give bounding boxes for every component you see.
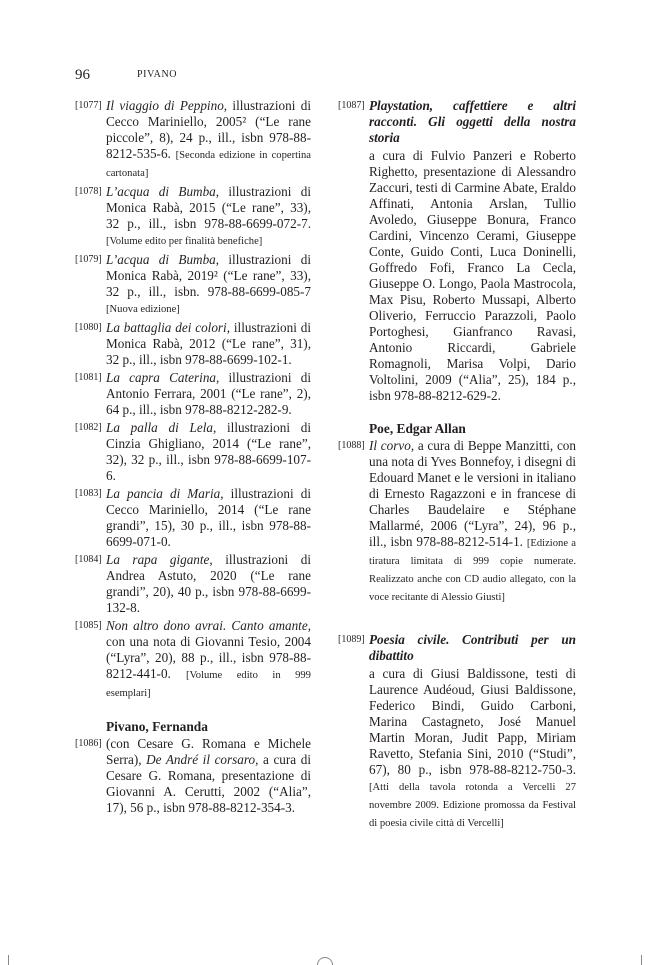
entry-details: , illustrazioni di Monica Rabà, 2015 (“Le rane”, 33), 32 p., ill., isbn 978-88-6699-072-7. bbox=[106, 184, 311, 231]
bibliography-entry bbox=[75, 320, 311, 368]
entry-details: , illustrazioni di Monica Rabà, 2019² (“Le rane”, 33), 32 p., ill., isbn. 978-88-6699-085-7 bbox=[106, 252, 311, 299]
entry-title: Playstation, caffettiere e altri racconti. Gli oggetti della nostra storia bbox=[369, 98, 576, 145]
bibliography-entry bbox=[75, 370, 311, 418]
entry-number: [1077] bbox=[75, 100, 102, 111]
bibliography-entry bbox=[75, 98, 311, 182]
author-heading: Pivano, Fernanda bbox=[106, 719, 208, 734]
entry-number: [1078] bbox=[75, 186, 102, 197]
entry-title: Poesia civile. Contributi per un dibattito bbox=[369, 632, 576, 663]
bibliography-entry bbox=[75, 252, 311, 318]
entry-title: De André il corsaro bbox=[146, 752, 256, 767]
page-header bbox=[75, 66, 178, 84]
entry-details: , illustrazioni di Monica Rabà, 2012 (“Le rane”, 31), 32 p., ill., isbn 978-88-6699-102-1. bbox=[106, 320, 311, 367]
entry-details: a cura di Fulvio Panzeri e Roberto Righetto, presentazione di Alessandro Zaccuri, testi di Carmine Abate, Eraldo Affinati, Antonia Arslan, Tullio Avoledo, Giuseppe Bonura, Franco Cardini, Vincenzo Cerami, Giuseppe Conte, Guido Conti, Luca Doninelli, Goffredo Fofi, Franco La Cecla, Giuseppe O. Longo, Paola Mastrocola, Max Pisu, Roberto Mussapi, Alberto Oliverio, Ferruccio Parazzoli, Paolo Portoghesi, Gianfranco Ravasi, Antonio Riccardi, Gabriele Romagnoli, Marisa Volpi, Dario Voltolini, 2009 (“Alia”, 25), 184 p., isbn 978-88-8212-629-2. bbox=[369, 148, 576, 403]
entry-number: [1086] bbox=[75, 738, 102, 749]
entry-title: L’acqua di Bumba bbox=[106, 252, 216, 267]
registration-mark bbox=[317, 957, 333, 965]
entry-details: , illustrazioni di Andrea Astuto, 2020 (“Le rane grandi”, 20), 40 p., isbn 978-88-6699-132-8. bbox=[106, 552, 311, 615]
author-heading: Poe, Edgar Allan bbox=[369, 421, 466, 436]
entry-number: [1083] bbox=[75, 488, 102, 499]
bibliography-entry bbox=[75, 184, 311, 250]
running-head: PIVANO bbox=[137, 69, 178, 80]
entry-note: [Seconda edizione in copertina cartonata] bbox=[106, 150, 311, 179]
entry-title: L’acqua di Bumba bbox=[106, 184, 216, 199]
bibliography-entry bbox=[75, 486, 311, 550]
entry-number: [1089] bbox=[338, 634, 365, 645]
entry-note: [Volume edito per finalità benefiche] bbox=[106, 236, 263, 247]
entry-number: [1084] bbox=[75, 554, 102, 565]
entry-details: , illustrazioni di Cecco Mariniello, 2005² (“Le rane piccole”, 8), 24 p., ill., isbn 978-88-8212-535-6. bbox=[106, 98, 311, 161]
entry-number: [1081] bbox=[75, 372, 102, 383]
entry-details: , a cura di Cesare G. Romana, presentazione di Giovanni A. Cerutti, 2002 (“Alia”, 17), 56 p., isbn 978-88-8212-354-3. bbox=[106, 752, 311, 815]
entry-number: [1087] bbox=[338, 100, 365, 111]
entry-note: [Atti della tavola rotonda a Vercelli 27 novembre 2009. Edizione promossa da Festival di poesia civile città di Vercelli] bbox=[369, 782, 576, 829]
bibliography-entry bbox=[338, 438, 576, 606]
crop-mark-left bbox=[8, 955, 9, 965]
entry-number: [1082] bbox=[75, 422, 102, 433]
entry-number: [1079] bbox=[75, 254, 102, 265]
entry-number: [1080] bbox=[75, 322, 102, 333]
entry-title: Non altro dono avrai. Canto amante bbox=[106, 618, 308, 633]
entry-title: La pancia di Maria bbox=[106, 486, 221, 501]
left-column bbox=[75, 98, 311, 818]
entry-details: , illustrazioni di Antonio Ferrara, 2001 (“Le rane”, 2), 64 p., ill., isbn 978-88-8212-282-9. bbox=[106, 370, 311, 417]
entry-details: , illustrazioni di Cinzia Ghigliano, 2014 (“Le rane”, 32), 32 p., ill., isbn 978-88-6699-107-6. bbox=[106, 420, 311, 483]
bibliography-entry bbox=[75, 736, 311, 816]
entry-title: Il viaggio di Peppino bbox=[106, 98, 224, 113]
entry-note: [Edizione a tiratura limitata di 999 copie numerate. Realizzato anche con CD audio allegato, con la voce recitante di Alessio Giusti] bbox=[369, 538, 576, 603]
entry-number: [1088] bbox=[338, 440, 365, 451]
page-number: 96 bbox=[75, 67, 90, 83]
bibliography-entry bbox=[75, 618, 311, 702]
entry-title: La capra Caterina bbox=[106, 370, 217, 385]
bibliography-entry bbox=[338, 98, 576, 146]
spacer bbox=[338, 608, 576, 632]
entry-number: [1085] bbox=[75, 620, 102, 631]
crop-mark-right bbox=[641, 955, 642, 965]
entry-details: , illustrazioni di Cecco Mariniello, 2014 (“Le rane grandi”, 15), 30 p., ill., isbn 978-88-6699-071-0. bbox=[106, 486, 311, 549]
entry-details: , con una nota di Giovanni Tesio, 2004 (“Lyra”, 20), 88 p., ill., isbn 978-88-8212-441-0. bbox=[106, 618, 311, 681]
entry-title: La battaglia dei colori bbox=[106, 320, 227, 335]
entry-details: a cura di Giusi Baldissone, testi di Laurence Audéoud, Giusi Baldissone, Federico Bindi, Guido Carboni, Marina Castagneto, José Manuel Martin Moran, Judit Papp, Miriam Ravetto, Stefania Sini, 2010 (“Studi”, 67), 80 p., isbn 978-88-8212-750-3. bbox=[369, 666, 576, 777]
entry-note: [Volume edito in 999 esemplari] bbox=[106, 670, 311, 699]
bibliography-entry bbox=[75, 420, 311, 484]
right-column bbox=[338, 98, 576, 832]
entry-details: , a cura di Beppe Manzitti, con una nota di Yves Bonnefoy, i disegni di Edouard Manet e le versioni in italiano di Ernesto Ragazzoni e in francese di Charles Baudelaire e Stéphane Mallarmé, 2006 (“Lyra”, 24), 96 p., ill., isbn 978-88-8212-514-1. bbox=[369, 438, 576, 549]
entry-note: [Nuova edizione] bbox=[106, 304, 180, 315]
entry-title: Il corvo bbox=[369, 438, 411, 453]
entry-title: La palla di Lela bbox=[106, 420, 213, 435]
bibliography-entry bbox=[338, 632, 576, 664]
entry-title: La rapa gigante bbox=[106, 552, 210, 567]
entry-contributors: (con Cesare G. Romana e Michele Serra), bbox=[106, 736, 311, 767]
bibliography-entry bbox=[75, 552, 311, 616]
